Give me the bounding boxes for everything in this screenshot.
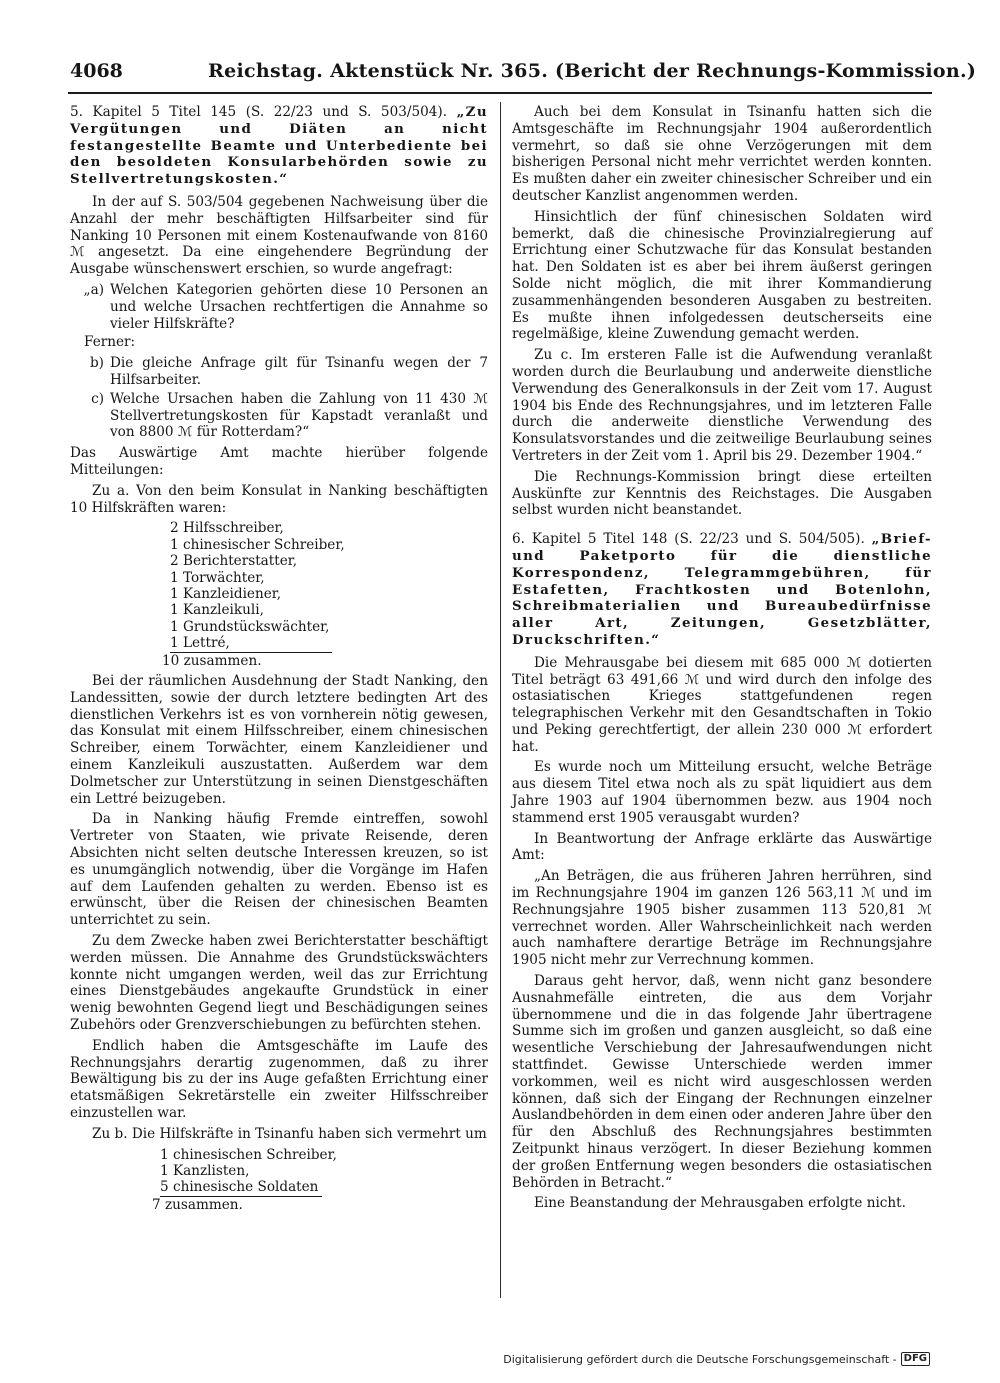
staff-list-item: 1 chinesischen Schreiber, <box>160 1146 337 1163</box>
question-item <box>70 391 488 441</box>
staff-list-item: 1 Kanzleidiener, <box>170 585 282 602</box>
question-item <box>70 355 488 389</box>
page-number: 4068 <box>70 60 123 82</box>
staff-list-item: 1 chinesischer Schreiber, <box>170 536 345 553</box>
staff-list-a <box>162 520 488 669</box>
staff-list-item: 5 chinesische Soldaten <box>160 1179 322 1196</box>
staff-list-b <box>152 1146 488 1214</box>
staff-list-item: 1 Torwächter, <box>170 569 265 586</box>
column-separator <box>500 102 501 1298</box>
header-rule <box>68 92 932 94</box>
right-column <box>512 104 932 1216</box>
paragraph: Zu b. Die Hilfskräfte in Tsinanfu haben sich vermehrt um <box>92 1125 487 1142</box>
question-label: c) <box>91 390 104 407</box>
question-list <box>70 282 488 441</box>
section-6-number: 6. Kapitel 5 Titel 148 (S. 22/23 und S. 504/505). <box>512 531 865 548</box>
paragraph: Das Auswärtige Amt machte hierüber folgende Mitteilungen: <box>70 445 488 478</box>
paragraph: Eine Beanstandung der Mehrausgaben erfolgte nicht. <box>534 1195 906 1212</box>
paragraph: Es wurde noch um Mitteilung ersucht, welche Beträge aus diesem Titel etwa noch als zu spät liquidiert aus dem Jahre 1903 auf 1904 übernommen bezw. aus 1904 noch stammend erst 1905 verausgabt wurden? <box>512 759 932 826</box>
paragraph: Hinsichtlich der fünf chinesischen Soldaten wird bemerkt, daß die chinesische Provinzialregierung auf Errichtung einer Schutzwache für das Konsulat bestanden hat. Den Soldaten ist es aber bei ihrem äußerst geringen Solde nicht möglich, die mit ihrer Kommandierung zusammenhängenden besonderen Ausgaben zu bestreiten. Es mußte ihnen infolgedessen deutscherseits eine regelmäßige, kleine Zuwendung gemacht werden. <box>512 208 932 343</box>
left-column <box>70 104 488 1217</box>
dfg-logo: DFG <box>901 1352 930 1366</box>
paragraph: In der auf S. 503/504 gegebenen Nachweisung über die Anzahl der mehr beschäftigten Hilfsarbeiter sind für Nanking 10 Personen mit einem Kostenaufwande von 8160 ℳ angesetzt. Da eine eingehendere Begründung der Ausgabe wünschenswert erschien, so wurde angefragt: <box>70 193 488 278</box>
paragraph: Endlich haben die Amtsgeschäfte im Laufe des Rechnungsjahrs derartig zugenommen, daß zu ihrer Bewältigung bis zu der ins Auge gefaßten Errichtung einer etatsmäßigen Sekretärstelle ein zweiter Hilfsschreiber einzustellen war. <box>70 1037 488 1121</box>
question-text: Welchen Kategorien gehörten diese 10 Personen an und welche Ursachen rechtfertigen die Annahme so vieler Hilfskräfte? <box>110 281 488 332</box>
staff-list-item: 2 Berichterstatter, <box>170 553 298 570</box>
paragraph: Die Mehrausgabe bei diesem mit 685 000 ℳ dotierten Titel beträgt 63 491,66 ℳ und wird durch den infolge des ostasiatischen Krieges stattgefundenen regen telegraphischen Verkehr mit den Gesandtschaften in Tokio und Peking gerechtfertigt, der allein 230 000 ℳ erfordert hat. <box>512 654 932 755</box>
staff-list-item: 1 Kanzleikuli, <box>170 602 264 619</box>
section-6-title: „Brief- und Paketporto für die dienstliche Korrespondenz, Telegrammgebühren, für Estafetten, Frachtkosten und Botenlohn, Schreibmaterialien und Bureaubedürfnisse aller Art, Zeitungen, Gesetzblätter, Druckschriften.“ <box>512 531 932 648</box>
section-5-heading <box>70 104 488 188</box>
section-5-number: 5. Kapitel 5 Titel 145 (S. 22/23 und S. 503/504). <box>70 104 448 120</box>
paragraph: Auch bei dem Konsulat in Tsinanfu hatten sich die Amtsgeschäfte im Rechnungsjahr 1904 außerordentlich vermehrt, so daß sie ohne Verzögerungen mit dem bisherigen Personal nicht mehr verrichtet werden konnten. Es mußten daher ein zweiter chinesischer Schreiber und ein deutscher Kanzlist angenommen werden. <box>512 104 932 204</box>
staff-list-total: 7 zusammen. <box>152 1196 243 1213</box>
digitization-credit <box>503 1352 930 1366</box>
paragraph: Da in Nanking häufig Fremde eintreffen, sowohl Vertreter von Staaten, wie private Reisende, deren Absichten nicht selten deutsche Interessen kreuzen, so ist es unumgänglich notwendig, über die Vorgänge im Hafen auf dem Laufenden gehalten zu werden. Ebenso ist es erwünscht, über die Reisen der chinesischen Beamten unterrichtet zu sein. <box>70 811 488 929</box>
paragraph: Zu c. Im ersteren Falle ist die Aufwendung veranlaßt worden durch die Beurlaubung und anderweite dienstliche Verwendung des Generalkonsuls in der Zeit vom 17. August 1904 bis Ende des Rechnungsjahres, und im letzteren Falle durch die anderweite dienstliche Verwendung des Konsulatsvorstandes und die zeitweilige Beurlaubung seines Vertreters in der Zeit vom 1. April bis 29. Dezember 1904.“ <box>512 347 932 464</box>
quoted-paragraph: „An Beträgen, die aus früheren Jahren herrühren, sind im Rechnungsjahre 1904 im ganzen 126 563,11 ℳ und im Rechnungsjahre 1905 bisher zusammen 113 520,81 ℳ verrechnet worden. Aller Wahrscheinlichkeit nach werden auch namhaftere derartige Beträge im Rechnungsjahre 1905 nicht mehr zur Verrechnung kommen. <box>512 868 932 969</box>
staff-list-item: 1 Grundstückswächter, <box>170 618 330 635</box>
question-label: „a) <box>83 281 104 298</box>
credit-text: Digitalisierung gefördert durch die Deutsche Forschungsgemeinschaft - <box>503 1352 897 1366</box>
paragraph: Bei der räumlichen Ausdehnung der Stadt Nanking, den Landessitten, sowie der durch letztere bedingten Art des dienstlichen Verkehrs ist es von vornherein nötig gewesen, das Konsulat mit einem Hilfsschreiber, einem chinesischen Schreiber, einem Torwächter, einem Kanzleidiener und einem Kanzleikuli auszustatten. Außerdem war dem Dolmetscher zur Unterstützung in seinen Dienstgeschäften ein Lettré beizugeben. <box>70 672 488 807</box>
paragraph: Zu a. Von den beim Konsulat in Nanking beschäftigten 10 Hilfskräften waren: <box>70 482 488 516</box>
running-header: Reichstag. Aktenstück Nr. 365. (Bericht der Rechnungs-Kommission.) <box>208 60 977 82</box>
paragraph: Zu dem Zwecke haben zwei Berichterstatter beschäftigt werden müssen. Die Annahme des Grundstückswächters konnte nicht umgangen werden, weil das zur Errichtung eines Dienstgebäudes angekaufte Grundstück in einer wenig bewohnten Gegend liegt und Beschädigungen seines Zubehörs oder Grenzverschiebungen zu befürchten stehen. <box>70 932 488 1033</box>
staff-list-item: 1 Lettré, <box>170 635 332 652</box>
staff-list-total: 10 zusammen. <box>162 652 262 669</box>
paragraph: Daraus geht hervor, daß, wenn nicht ganz besondere Ausnahmefälle eintreten, die aus dem Vorjahr übernommene und die in das folgende Jahr übertragene Summe sich im großen und ganzen ausgleicht, so daß eine wesentliche Verschiebung der Jahresaufwendungen nicht stattfindet. Gewisse Unterschiede werden immer vorkommen, weil es nicht wird ausgeschlossen werden können, daß sich der Eingang der Rechnungen einzelner Auslandbehörden in dem einen oder anderen Jahre über den für den Abschluß des Rechnungsjahres bestimmten Zeitpunkt hinaus verzögert. In dieser Beziehung kommen der großen Entfernung wegen besonders die ostasiatischen Behörden in Betracht.“ <box>512 973 932 1191</box>
section-6-heading <box>512 531 932 649</box>
section-5-title: „Zu Vergütungen und Diäten an nicht festangestellte Beamte und Unterbediente bei den besoldeten Konsularbehörden sowie zu Stellvertretungskosten.“ <box>70 104 488 188</box>
question-text: Welche Ursachen haben die Zahlung von 11 430 ℳ Stellvertretungskosten für Kapstadt veranlaßt und von 8800 ℳ für Rotterdam?“ <box>110 390 488 441</box>
paragraph: Ferner: <box>84 334 136 351</box>
question-label: b) <box>89 355 104 372</box>
question-text: Die gleiche Anfrage gilt für Tsinanfu wegen der 7 Hilfsarbeiter. <box>110 355 488 388</box>
paragraph: In Beantwortung der Anfrage erklärte das Auswärtige Amt: <box>512 830 932 864</box>
question-item <box>70 282 488 332</box>
staff-list-item: 2 Hilfsschreiber, <box>170 520 284 537</box>
paragraph: Die Rechnungs-Kommission bringt diese erteilten Auskünfte zur Kenntnis des Reichstages. Die Ausgaben selbst wurden nicht beanstandet. <box>512 468 932 519</box>
staff-list-item: 1 Kanzlisten, <box>160 1162 250 1179</box>
